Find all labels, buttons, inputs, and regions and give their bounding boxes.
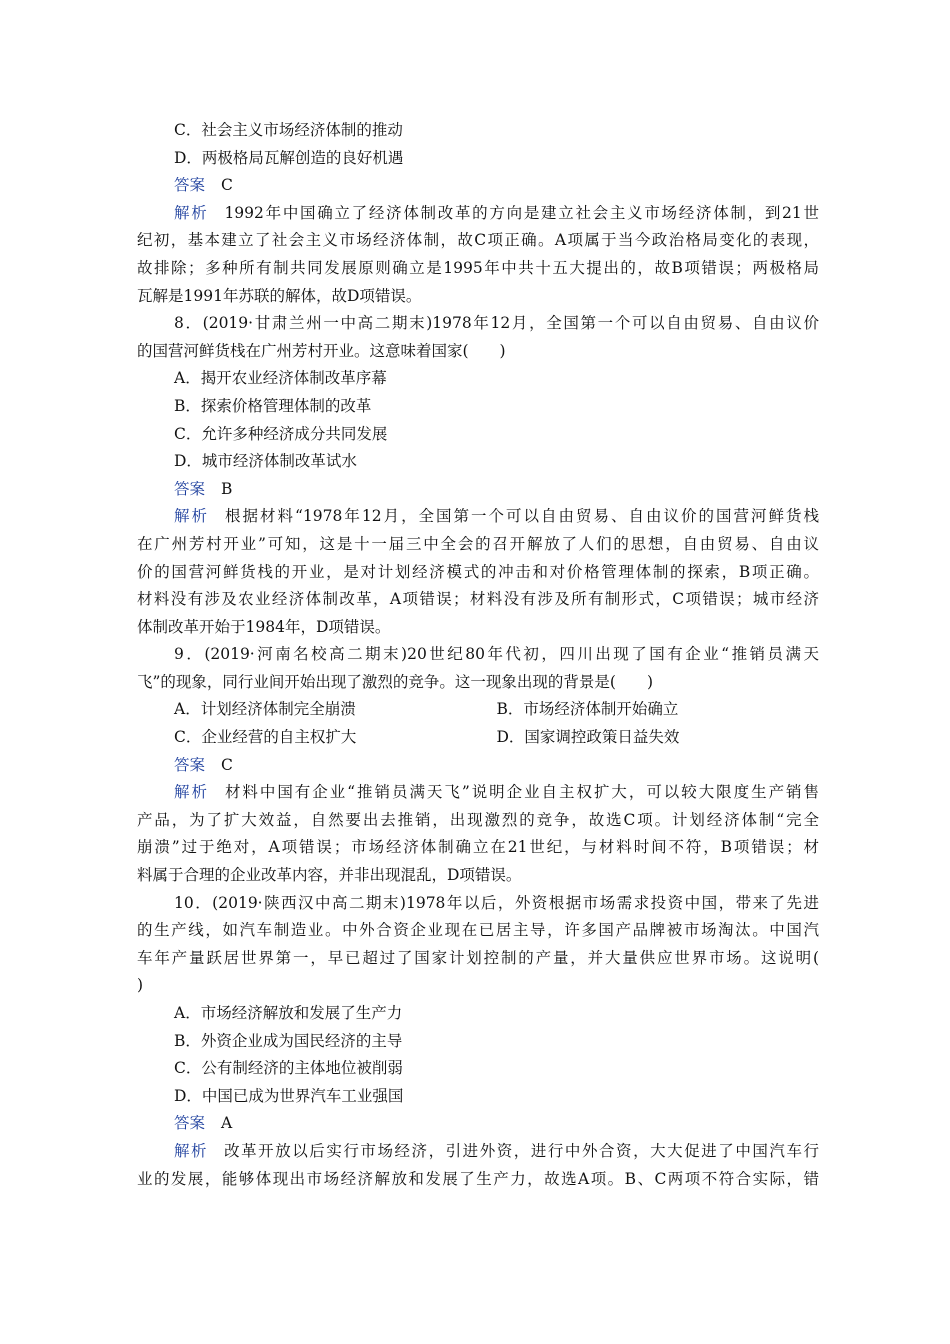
q8-analysis-line: 体制改革开始于1984年，D项错误。 <box>137 617 391 636</box>
q9-option-d: D．国家调控政策日益失效 <box>496 728 680 747</box>
q9-stem: 飞”的现象，同行业间开始出现了激烈的竞争。这一现象出现的背景是( ) <box>137 672 654 691</box>
q7-option-c: C．社会主义市场经济体制的推动 <box>174 121 403 139</box>
q10-stem: 的生产线，如汽车制造业。中外合资企业现在已居主导，许多国产品牌被市场淘汰。中国汽 <box>137 921 819 940</box>
q7-analysis-line: 解析 1992年中国确立了经济体制改革的方向是建立社会主义市场经济体制，到21世 <box>174 203 819 222</box>
q10-option-c: C．公有制经济的主体地位被削弱 <box>174 1059 403 1078</box>
q7-answer <box>137 172 819 200</box>
answer-label: 答案 <box>174 755 206 774</box>
analysis-label: 解析 <box>174 507 209 526</box>
q9-analysis-line: 产品，为了扩大效益，自然要出去推销，出现激烈的竞争，故选C项。计划经济体制“完全 <box>137 810 819 829</box>
q10-analysis-line: 解析 改革开放以后实行市场经济，引进外资，进行中外合资，大大促进了中国汽车行 <box>174 1141 819 1160</box>
answer-value: B <box>221 479 233 498</box>
q8-analysis-line: 价的国营河鲜货栈的开业，是对计划经济模式的冲击和对价格管理体制的探索，B项正确。 <box>137 562 819 581</box>
answer-label: 答案 <box>174 479 206 498</box>
q9-options-row <box>137 724 819 752</box>
answer-label: 答案 <box>174 176 206 195</box>
q9-stem: 9．(2019·河南名校高二期末)20世纪80年代初，四川出现了国有企业“推销员满天 <box>174 645 819 664</box>
analysis-label: 解析 <box>174 203 209 222</box>
q9-answer <box>137 752 819 780</box>
analysis-label: 解析 <box>174 1141 209 1160</box>
q8-option-a: A．揭开农业经济体制改革序幕 <box>174 369 387 388</box>
q8-option-b: B．探索价格管理体制的改革 <box>174 396 372 415</box>
q7-analysis-line: 故排除；多种所有制共同发展原则确立是1995年中共十五大提出的，故B项错误；两极格局 <box>137 258 819 277</box>
q8-analysis-line: 解析 根据材料“1978年12月，全国第一个可以自由贸易、自由议价的国营河鲜货栈 <box>174 507 819 526</box>
q8-stem: 的国营河鲜货栈在广州芳村开业。这意味着国家( ) <box>137 341 506 360</box>
q9-analysis-line: 料属于合理的企业改革内容，并非出现混乱，D项错误。 <box>137 866 522 885</box>
q7-analysis-line: 瓦解是1991年苏联的解体，故D项错误。 <box>137 286 422 305</box>
q9-analysis-line: 崩溃”过于绝对，A项错误；市场经济体制确立在21世纪，与材料时间不符，B项错误；材 <box>137 838 819 857</box>
answer-value: C <box>221 176 233 195</box>
answer-value: C <box>221 755 233 774</box>
answer-value: A <box>221 1114 233 1133</box>
q10-stem: 10．(2019·陕西汉中高二期末)1978年以后，外资根据市场需求投资中国，带来了先进 <box>174 893 819 912</box>
q9-option-a: A．计划经济体制完全崩溃 <box>174 700 356 719</box>
q8-option-c: C．允许多种经济成分共同发展 <box>174 424 388 443</box>
document-page <box>137 117 819 1193</box>
q8-analysis-line: 材料没有涉及农业经济体制改革，A项错误；材料没有涉及所有制形式，C项错误；城市经济 <box>137 590 819 609</box>
q9-option-b: B．市场经济体制开始确立 <box>496 700 679 719</box>
q10-analysis-line: 业的发展，能够体现出市场经济解放和发展了生产力，故选A项。B、C两项不符合实际，错 <box>137 1169 819 1188</box>
q8-option-d: D．城市经济体制改革试水 <box>174 452 357 471</box>
q10-option-d: D．中国已成为世界汽车工业强国 <box>174 1086 404 1105</box>
q9-option-c: C．企业经营的自主权扩大 <box>174 728 357 747</box>
q9-analysis-line: 解析 材料中国有企业“推销员满天飞”说明企业自主权扩大，可以较大限度生产销售 <box>174 783 819 802</box>
q10-stem: ) <box>137 976 144 995</box>
q9-options-row <box>137 696 819 724</box>
q8-stem: 8．(2019·甘肃兰州一中高二期末)1978年12月，全国第一个可以自由贸易、自由议价 <box>174 314 819 333</box>
q8-analysis-line: 在广州芳村开业”可知，这是十一届三中全会的召开解放了人们的思想，自由贸易、自由议 <box>137 534 819 553</box>
q7-option-d: D．两极格局瓦解创造的良好机遇 <box>174 148 404 167</box>
q10-answer <box>137 1110 819 1138</box>
q8-answer <box>137 476 819 504</box>
answer-label: 答案 <box>174 1114 206 1133</box>
q10-stem: 车年产量跃居世界第一，早已超过了国家计划控制的产量，并大量供应世界市场。这说明( <box>137 948 819 967</box>
q7-analysis-line: 纪初，基本建立了社会主义市场经济体制，故C项正确。A项属于当今政治格局变化的表现， <box>137 231 819 250</box>
q10-option-b: B．外资企业成为国民经济的主导 <box>174 1031 403 1050</box>
q10-option-a: A．市场经济解放和发展了生产力 <box>174 1004 403 1022</box>
analysis-label: 解析 <box>174 783 209 802</box>
